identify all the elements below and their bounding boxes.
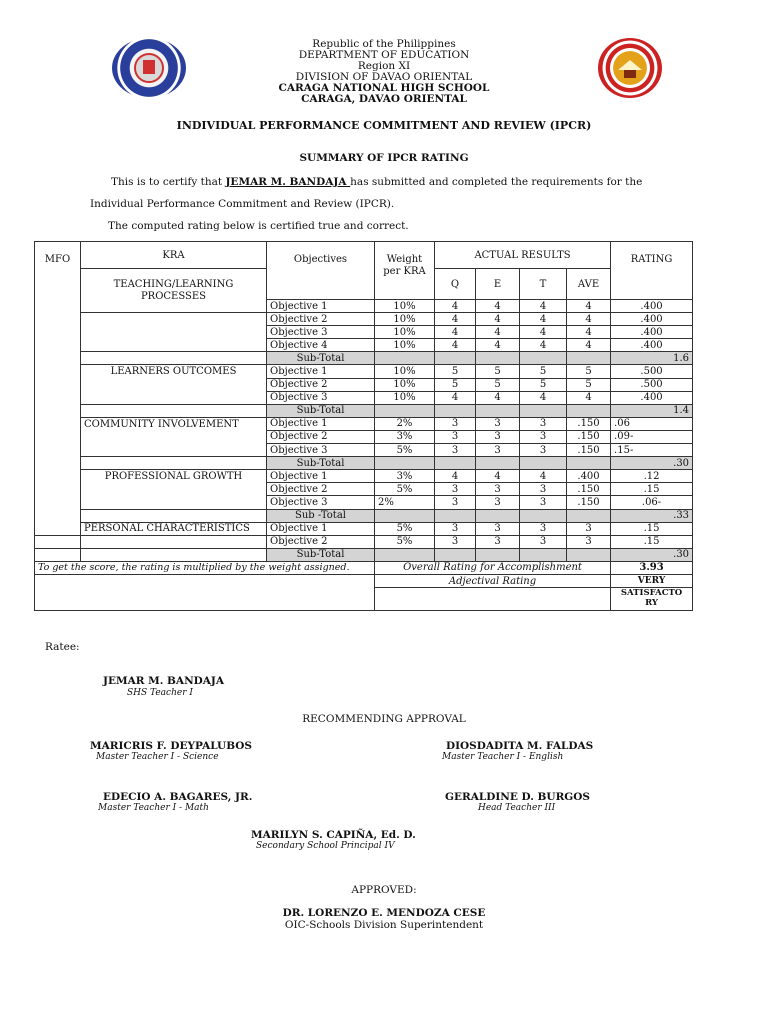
adjectival-value-line2 [611,588,693,611]
e-cell: 5 [476,378,520,391]
deped-seal-graphic [112,38,186,98]
e-cell: 5 [476,365,520,378]
signatory-capina-name: MARILYN S. CAPIÑA, Ed. D. [251,829,416,841]
ave-cell: 3 [567,535,611,548]
kra-cell [81,509,267,522]
subtotal-value: .30 [611,457,693,470]
table-header-row [35,242,693,269]
subtotal-label: Sub -Total [267,509,375,522]
signatory-bagares-name: EDECIO A. BAGARES, JR. [103,791,253,803]
e-cell: 4 [476,339,520,352]
empty-cell [520,352,567,365]
ave-cell: .150 [567,496,611,509]
recommending-approval-label: RECOMMENDING APPROVAL [302,713,466,725]
mfo-cell [35,352,81,365]
header-department: DEPARTMENT OF EDUCATION [298,49,470,61]
kra-cell [81,483,267,496]
weight-cell: 10% [375,300,435,313]
empty-cell [520,404,567,417]
kra-cell [81,313,267,326]
adjectival-value-line1: VERY [611,574,693,587]
mfo-cell [35,365,81,378]
kra-cell [81,548,267,561]
kra-cell [81,391,267,404]
t-cell: 4 [520,470,567,483]
rating-cell: .09- [611,430,693,443]
ave-cell: 5 [567,378,611,391]
mfo-cell [35,313,81,326]
header-kra: KRA [81,242,267,269]
q-cell: 4 [435,313,476,326]
weight-cell: 2% [375,496,435,509]
subtotal-label: Sub-Total [267,352,375,365]
rating-cell: .12 [611,470,693,483]
adjectival-rating-row [35,574,693,587]
signatory-burgos-role: Head Teacher III [478,803,556,813]
header-ave: AVE [567,269,611,300]
header-weight [375,242,435,300]
t-cell: 4 [520,300,567,313]
kra-personal-characteristics: PERSONAL CHARACTERISTICS [81,522,267,535]
obj-cell: Objective 2 [267,535,375,548]
header-mfo: MFO [35,242,81,313]
empty-cell [520,509,567,522]
table-row [35,444,693,457]
e-cell: 4 [476,326,520,339]
t-cell: 3 [520,483,567,496]
weight-cell: 10% [375,326,435,339]
q-cell: 3 [435,483,476,496]
empty-cell [476,509,520,522]
table-row [35,391,693,404]
empty-cell [567,404,611,417]
t-cell: 4 [520,313,567,326]
kra-cell [81,352,267,365]
mfo-cell [35,444,81,457]
ipcr-rating-table [34,241,693,611]
kra-community-involvement: COMMUNITY INVOLVEMENT [81,417,267,430]
obj-cell: Objective 3 [267,326,375,339]
certification-line-1 [111,176,642,188]
header-division: DIVISION OF DAVAO ORIENTAL [295,71,473,83]
kra-professional-growth: PROFESSIONAL GROWTH [81,470,267,483]
empty-cell [375,548,435,561]
obj-cell: Objective 1 [267,417,375,430]
header-q: Q [435,269,476,300]
obj-cell: Objective 3 [267,444,375,457]
weight-cell: 3% [375,430,435,443]
kra-cell [81,430,267,443]
ave-cell: 4 [567,313,611,326]
subtotal-row [35,509,693,522]
kra-cell [81,339,267,352]
document-subtitle: SUMMARY OF IPCR RATING [299,152,469,164]
kra-cell [81,496,267,509]
rating-cell: .15 [611,522,693,535]
signatory-mendoza-name: DR. LORENZO E. MENDOZA CESE [282,907,486,919]
cert-ratee-name: JEMAR M. BANDAJA [225,176,351,188]
empty-cell [476,404,520,417]
e-cell: 3 [476,483,520,496]
header-address: CARAGA, DAVAO ORIENTAL [301,93,467,105]
empty-cell [476,548,520,561]
adjectival-rating-label: Adjectival Rating [375,574,611,587]
empty-cell [375,509,435,522]
signatory-capina-role: Secondary School Principal IV [256,841,395,851]
table-row [35,326,693,339]
obj-cell: Objective 1 [267,470,375,483]
ratee-label: Ratee: [45,641,80,653]
rating-cell: .400 [611,326,693,339]
e-cell: 3 [476,535,520,548]
header-weight-line1: Weight [386,254,423,265]
mfo-cell [35,470,81,483]
kra-cell [81,404,267,417]
empty-cell [476,352,520,365]
t-cell: 3 [520,430,567,443]
deped-seal-logo [112,38,186,98]
rating-cell: .400 [611,339,693,352]
table-row [35,483,693,496]
ave-cell: .150 [567,417,611,430]
rating-cell: .06- [611,496,693,509]
mfo-cell [35,417,81,430]
rating-cell: .06 [611,417,693,430]
mfo-cell [35,496,81,509]
ave-cell: 3 [567,522,611,535]
header-weight-line2: per KRA [383,266,426,277]
approved-label: APPROVED: [351,884,417,896]
weight-cell: 3% [375,470,435,483]
mfo-cell [35,509,81,522]
document-title: INDIVIDUAL PERFORMANCE COMMITMENT AND REVIEW (IPCR) [176,119,592,132]
school-seal-logo [598,38,662,98]
adjectival-value-part2: SATISFACTO [620,588,683,599]
e-cell: 3 [476,417,520,430]
table-row [35,430,693,443]
mfo-cell [35,483,81,496]
mfo-cell [35,404,81,417]
q-cell: 3 [435,430,476,443]
kra-cell [81,378,267,391]
kra-learners-outcomes: LEARNERS OUTCOMES [81,365,267,378]
obj-cell: Objective 1 [267,365,375,378]
ave-cell: .400 [567,470,611,483]
rating-cell: .500 [611,378,693,391]
q-cell: 3 [435,535,476,548]
table-row [35,417,693,430]
q-cell: 3 [435,496,476,509]
empty-cell [435,457,476,470]
empty-cell [476,457,520,470]
empty-cell [520,457,567,470]
signatory-deypalubos-role: Master Teacher I - Science [96,752,219,762]
empty-cell [567,457,611,470]
subtotal-value: 1.6 [611,352,693,365]
obj-cell: Objective 2 [267,313,375,326]
subtotal-value: .33 [611,509,693,522]
header-rating: RATING [611,242,693,300]
t-cell: 3 [520,417,567,430]
empty-cell [435,548,476,561]
e-cell: 3 [476,522,520,535]
table-row [35,522,693,535]
header-republic: Republic of the Philippines [312,38,456,50]
weight-cell: 5% [375,535,435,548]
t-cell: 4 [520,391,567,404]
overall-rating-row [35,561,693,574]
weight-cell: 10% [375,378,435,391]
table-row [35,313,693,326]
signatory-mendoza-role: OIC-Schools Division Superintendent [284,919,484,931]
table-row [35,496,693,509]
weight-cell: 10% [375,391,435,404]
t-cell: 3 [520,522,567,535]
t-cell: 3 [520,535,567,548]
signatory-burgos-name: GERALDINE D. BURGOS [445,791,590,803]
scoring-note: To get the score, the rating is multiplied by the weight assigned. [35,561,375,574]
signatory-deypalubos-name: MARICRIS F. DEYPALUBOS [90,740,252,752]
ave-cell: .150 [567,444,611,457]
ave-cell: 4 [567,339,611,352]
kra1-line1: TEACHING/LEARNING [113,278,234,290]
q-cell: 4 [435,470,476,483]
header-school: CARAGA NATIONAL HIGH SCHOOL [278,82,490,94]
obj-cell: Objective 3 [267,391,375,404]
q-cell: 5 [435,365,476,378]
kra-cell [81,457,267,470]
q-cell: 4 [435,339,476,352]
empty-cell [435,352,476,365]
mfo-cell [35,430,81,443]
subtotal-row [35,352,693,365]
rating-cell: .400 [611,391,693,404]
table-row [35,535,693,548]
e-cell: 4 [476,391,520,404]
ratee-signatory-role: SHS Teacher I [127,688,193,698]
e-cell: 4 [476,313,520,326]
e-cell: 3 [476,430,520,443]
ave-cell: .150 [567,430,611,443]
ave-cell: .150 [567,483,611,496]
mfo-cell [35,522,81,535]
obj-cell: Objective 3 [267,496,375,509]
empty-cell [375,457,435,470]
rating-cell: .500 [611,365,693,378]
mfo-cell [35,391,81,404]
kra-teaching-learning [81,269,267,313]
certification-line-2: Individual Performance Commitment and Review (IPCR). [90,198,395,210]
t-cell: 3 [520,496,567,509]
subtotal-label: Sub-Total [267,548,375,561]
signatory-faldas-name: DIOSDADITA M. FALDAS [446,740,594,752]
mfo-cell [35,548,81,561]
subtotal-label: Sub-Total [267,404,375,417]
weight-cell: 10% [375,339,435,352]
empty-cell [567,352,611,365]
q-cell: 3 [435,444,476,457]
q-cell: 3 [435,522,476,535]
table-row [35,378,693,391]
empty-cell [567,509,611,522]
header-actual-results: ACTUAL RESULTS [435,242,611,269]
t-cell: 5 [520,365,567,378]
weight-cell: 5% [375,522,435,535]
weight-cell: 10% [375,365,435,378]
rating-cell: .15 [611,483,693,496]
table-row [35,339,693,352]
e-cell: 4 [476,300,520,313]
mfo-cell [35,457,81,470]
mfo-cell [35,326,81,339]
ave-cell: 4 [567,300,611,313]
table-row [35,365,693,378]
empty-cell [567,548,611,561]
empty-cell [375,352,435,365]
empty-cell [375,588,611,611]
signatory-faldas-role: Master Teacher I - English [442,752,564,762]
cert-post: has submitted and completed the requirements for the [350,176,643,188]
rating-cell: .15 [611,535,693,548]
t-cell: 5 [520,378,567,391]
header-region: Region XI [357,60,411,72]
signatory-bagares-role: Master Teacher I - Math [98,803,209,813]
q-cell: 4 [435,326,476,339]
t-cell: 3 [520,444,567,457]
obj-cell: Objective 2 [267,483,375,496]
obj-cell: Objective 2 [267,378,375,391]
empty-cell [435,404,476,417]
obj-cell: Objective 1 [267,522,375,535]
cert-pre: This is to certify that [111,176,226,188]
subtotal-row [35,548,693,561]
obj-cell: Objective 4 [267,339,375,352]
ave-cell: 4 [567,391,611,404]
q-cell: 4 [435,300,476,313]
kra1-line2: PROCESSES [140,290,207,302]
t-cell: 4 [520,326,567,339]
empty-cell [435,509,476,522]
t-cell: 4 [520,339,567,352]
overall-rating-value: 3.93 [611,561,693,574]
adjectival-value-part3: RY [645,598,658,609]
header-t: T [520,269,567,300]
overall-rating-label: Overall Rating for Accomplishment [375,561,611,574]
empty-cell [520,548,567,561]
e-cell: 3 [476,496,520,509]
mfo-cell [35,339,81,352]
subtotal-label: Sub-Total [267,457,375,470]
weight-cell: 5% [375,444,435,457]
table-row [35,470,693,483]
q-cell: 4 [435,391,476,404]
subtotal-row [35,404,693,417]
header-objectives: Objectives [267,242,375,300]
kra-cell [81,326,267,339]
certification-line-3: The computed rating below is certified true and correct. [108,220,409,232]
mfo-cell [35,535,81,548]
rating-cell: .400 [611,300,693,313]
ave-cell: 5 [567,365,611,378]
q-cell: 5 [435,378,476,391]
kra-cell [81,535,267,548]
e-cell: 3 [476,444,520,457]
e-cell: 4 [476,470,520,483]
q-cell: 3 [435,417,476,430]
obj-cell: Objective 1 [267,300,375,313]
rating-cell: .400 [611,313,693,326]
subtotal-row [35,457,693,470]
empty-cell [35,574,375,610]
weight-cell: 10% [375,313,435,326]
kra-cell [81,444,267,457]
mfo-cell [35,378,81,391]
weight-cell: 2% [375,417,435,430]
ave-cell: 4 [567,326,611,339]
header-e: E [476,269,520,300]
empty-cell [375,404,435,417]
ratee-signatory-name: JEMAR M. BANDAJA [103,675,225,687]
subtotal-value: .30 [611,548,693,561]
school-seal-graphic [598,38,662,98]
obj-cell: Objective 2 [267,430,375,443]
subtotal-value: 1.4 [611,404,693,417]
weight-cell: 5% [375,483,435,496]
rating-cell: .15- [611,444,693,457]
